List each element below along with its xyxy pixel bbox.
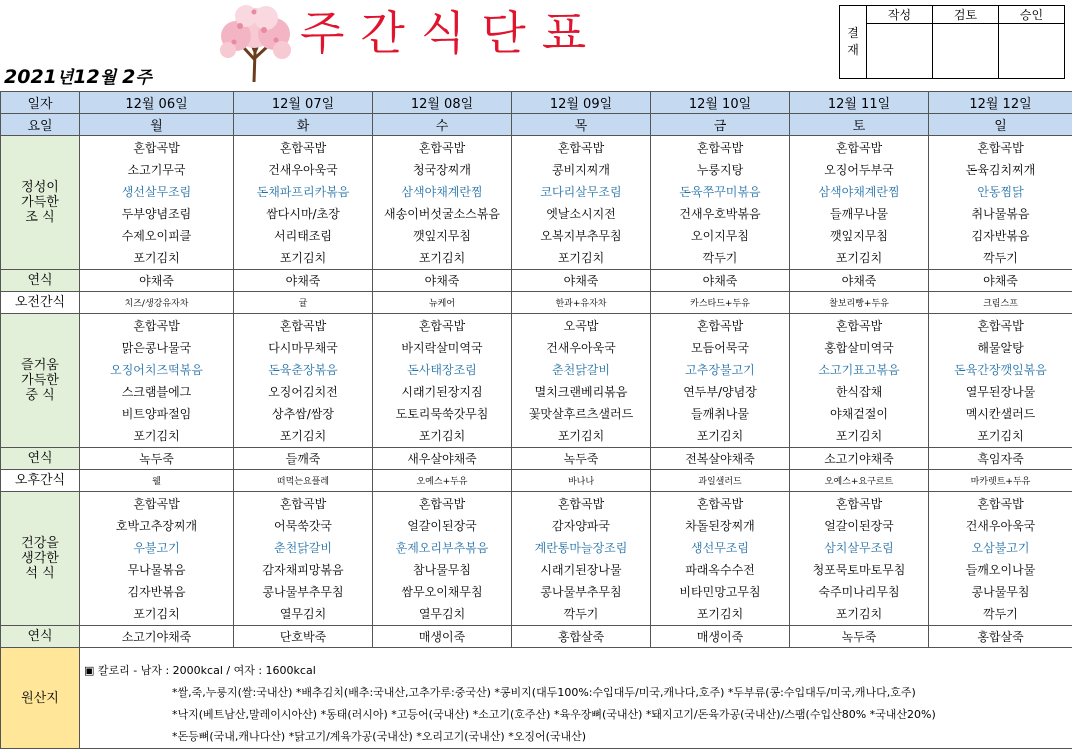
approval-header-approve: 승인: [999, 6, 1065, 24]
menu-item: 혼합곡밥: [790, 315, 928, 337]
menu-item: 포기김치: [373, 425, 511, 447]
snack-item: 웰: [80, 470, 234, 492]
week-number: 2: [122, 66, 135, 88]
menu-item: 혼합곡밥: [651, 137, 789, 159]
menu-item: 소고기표고볶음: [790, 359, 928, 381]
menu-item: 들깨취나물: [651, 403, 789, 425]
menu-item: 한식잡채: [790, 381, 928, 403]
menu-item: 열무된장나물: [929, 381, 1072, 403]
menu-item: 포기김치: [929, 425, 1072, 447]
dinner-label-line: 석 식: [1, 566, 79, 581]
menu-item: 감자양파국: [512, 515, 650, 537]
menu-item: 포기김치: [80, 425, 233, 447]
day-cell: 금: [651, 114, 790, 136]
menu-item: 혼합곡밥: [373, 137, 511, 159]
menu-item: 돈채파프리카볶음: [234, 181, 372, 203]
menu-item: 비타민망고무침: [651, 581, 789, 603]
menu-item: 건새우호박볶음: [651, 203, 789, 225]
menu-item: 파래옥수수전: [651, 559, 789, 581]
menu-item: 혼합곡밥: [790, 493, 928, 515]
menu-item: 상추쌈/쌈장: [234, 403, 372, 425]
soft-diet-item: 녹두죽: [512, 448, 651, 470]
lunch-label-line: 가득한: [1, 373, 79, 388]
menu-item: 두부양념조림: [80, 203, 233, 225]
menu-item: 건새우아욱국: [512, 337, 650, 359]
menu-item: 콩나물무침: [929, 581, 1072, 603]
soft-diet-item: 흑임자죽: [929, 448, 1072, 470]
menu-item: 새송이버섯굴소스볶음: [373, 203, 511, 225]
morning-snack-label: 오전간식: [1, 292, 80, 314]
menu-item: 혼합곡밥: [80, 137, 233, 159]
dinner-day-cell: [512, 492, 651, 626]
snack-item: 떠먹는요플레: [234, 470, 373, 492]
approval-box: [839, 5, 1065, 79]
menu-item: 포기김치: [651, 603, 789, 625]
menu-item: 포기김치: [234, 425, 372, 447]
menu-item: 생선무조림: [651, 537, 789, 559]
menu-item: 연두부/양념장: [651, 381, 789, 403]
menu-item: 바지락살미역국: [373, 337, 511, 359]
menu-item: 코다리살무조림: [512, 181, 650, 203]
menu-item: 혼합곡밥: [512, 137, 650, 159]
menu-item: 혼합곡밥: [929, 137, 1072, 159]
lunch-day-cell: [651, 314, 790, 448]
menu-item: 서리태조림: [234, 225, 372, 247]
menu-item: 어묵쑥갓국: [234, 515, 372, 537]
menu-item: 포기김치: [790, 425, 928, 447]
soft-diet-item: 홍합살죽: [929, 626, 1072, 648]
menu-item: 도토리묵쑥갓무침: [373, 403, 511, 425]
menu-item: 우불고기: [80, 537, 233, 559]
menu-item: 혼합곡밥: [80, 315, 233, 337]
menu-item: 포기김치: [80, 247, 233, 269]
soft-diet-item: 새우살야채죽: [373, 448, 512, 470]
menu-item: 혼합곡밥: [234, 493, 372, 515]
menu-item: 맑은콩나물국: [80, 337, 233, 359]
menu-item: 다시마무채국: [234, 337, 372, 359]
breakfast-day-cell: [373, 136, 512, 270]
menu-item: 호박고추장찌개: [80, 515, 233, 537]
menu-item: 혼합곡밥: [651, 315, 789, 337]
origin-line: ▣ 칼로리 - 남자 : 2000kcal / 여자 : 1600kcal: [84, 660, 1072, 682]
day-cell: 일: [929, 114, 1072, 136]
soft-diet-item: 녹두죽: [80, 448, 234, 470]
day-cell: 토: [790, 114, 929, 136]
menu-item: 혼합곡밥: [234, 315, 372, 337]
menu-item: 깍두기: [929, 247, 1072, 269]
soft-diet-item: 소고기야채죽: [790, 448, 929, 470]
menu-item: 취나물볶음: [929, 203, 1072, 225]
soft-diet-item: 전복살야채죽: [651, 448, 790, 470]
week-month: 12: [73, 66, 99, 88]
menu-item: 오곡밥: [512, 315, 650, 337]
menu-item: 깍두기: [929, 603, 1072, 625]
week-year: 2021: [4, 66, 57, 88]
soft-diet-item: 단호박죽: [234, 626, 373, 648]
menu-item: 삼치살무조림: [790, 537, 928, 559]
menu-item: 엣날소시지전: [512, 203, 650, 225]
menu-item: 혼합곡밥: [929, 315, 1072, 337]
menu-item: 생선살무조림: [80, 181, 233, 203]
menu-item: 포기김치: [80, 603, 233, 625]
menu-item: 청국장찌개: [373, 159, 511, 181]
menu-item: 춘천닭갈비: [234, 537, 372, 559]
lunch-day-cell: [80, 314, 234, 448]
menu-item: 김자반볶음: [80, 581, 233, 603]
breakfast-label-line: 정성이: [1, 180, 79, 195]
lunch-day-cell: [790, 314, 929, 448]
menu-item: 깻잎지무침: [790, 225, 928, 247]
date-cell: 12월 11일: [790, 92, 929, 114]
menu-item: 혼합곡밥: [373, 315, 511, 337]
date-header-label: 일자: [1, 92, 80, 114]
date-cell: 12월 06일: [80, 92, 234, 114]
lunch-label: [1, 314, 80, 448]
menu-item: 무나물볶음: [80, 559, 233, 581]
menu-item: 포기김치: [512, 247, 650, 269]
snack-item: 찰보리빵+두유: [790, 292, 929, 314]
menu-item: 시래기된장나물: [512, 559, 650, 581]
soft-diet-item: 야채죽: [80, 270, 234, 292]
dinner-label: [1, 492, 80, 626]
menu-item: 돈사태장조림: [373, 359, 511, 381]
menu-item: 시래기된장지짐: [373, 381, 511, 403]
menu-item: 깻잎지무침: [373, 225, 511, 247]
day-cell: 목: [512, 114, 651, 136]
dinner-day-cell: [790, 492, 929, 626]
breakfast-day-cell: [234, 136, 373, 270]
menu-item: 들깨오이나물: [929, 559, 1072, 581]
origin-line: *돈등뼈(국내,캐나다산) *닭고기/계육가공(국내산) *오리고기(국내산) *오징어(국내산): [84, 726, 1072, 748]
snack-item: 귤: [234, 292, 373, 314]
origin-line: *낙지(베트남산,말레이시아산) *동태(러시아) *고등어(국내산) *소고기(호주산) *육우장뼈(국내산) *돼지고기/돈육가공(국내산)/스팸(수입산80% *국내산20%): [84, 704, 1072, 726]
approval-side-label-1: 결: [847, 26, 859, 40]
menu-item: 혼합곡밥: [651, 493, 789, 515]
breakfast-soft-diet-label: 연식: [1, 270, 80, 292]
menu-item: 오징어치즈떡볶음: [80, 359, 233, 381]
menu-item: 포기김치: [790, 603, 928, 625]
soft-diet-item: 야채죽: [512, 270, 651, 292]
menu-item: 포기김치: [651, 425, 789, 447]
dinner-day-cell: [651, 492, 790, 626]
menu-item: 얼갈이된장국: [790, 515, 928, 537]
menu-item: 춘천닭갈비: [512, 359, 650, 381]
dinner-day-cell: [80, 492, 234, 626]
menu-item: 열무김치: [234, 603, 372, 625]
dinner-label-line: 생각한: [1, 551, 79, 566]
lunch-label-line: 중 식: [1, 388, 79, 403]
menu-item: 혼합곡밥: [512, 493, 650, 515]
snack-item: 치즈/생강유자차: [80, 292, 234, 314]
menu-item: 오이지무침: [651, 225, 789, 247]
title-area: [0, 0, 1072, 92]
soft-diet-item: 녹두죽: [790, 626, 929, 648]
menu-item: 훈제오리부추볶음: [373, 537, 511, 559]
approval-header-review: 검토: [933, 6, 999, 24]
menu-item: 열무김치: [373, 603, 511, 625]
menu-item: 콩비지찌개: [512, 159, 650, 181]
week-label: [4, 66, 152, 89]
menu-item: 돈육간장깻잎볶음: [929, 359, 1072, 381]
breakfast-label-line: 조 식: [1, 210, 79, 225]
lunch-day-cell: [929, 314, 1072, 448]
week-year-suffix: 년: [57, 68, 73, 88]
menu-item: 포기김치: [234, 247, 372, 269]
menu-item: 참나물무침: [373, 559, 511, 581]
soft-diet-item: 야채죽: [373, 270, 512, 292]
dinner-soft-diet-label: 연식: [1, 626, 80, 648]
soft-diet-item: 홍합살죽: [512, 626, 651, 648]
menu-item: 돈육김치찌개: [929, 159, 1072, 181]
soft-diet-item: 야채죽: [651, 270, 790, 292]
date-cell: 12월 09일: [512, 92, 651, 114]
breakfast-day-cell: [651, 136, 790, 270]
snack-item: 오예스+두유: [373, 470, 512, 492]
menu-item: 혼합곡밥: [373, 493, 511, 515]
menu-item: 오징어김치전: [234, 381, 372, 403]
menu-item: 콩나물부추무침: [512, 581, 650, 603]
menu-item: 비트양파절임: [80, 403, 233, 425]
dinner-label-line: 건강을: [1, 536, 79, 551]
menu-item: 들깨무나물: [790, 203, 928, 225]
approval-header-write: 작성: [867, 6, 933, 24]
menu-item: 건새우아욱국: [929, 515, 1072, 537]
menu-item: 꽃맛살후르츠샐러드: [512, 403, 650, 425]
menu-item: 오복지부추무침: [512, 225, 650, 247]
menu-item: 쌈다시마/초장: [234, 203, 372, 225]
menu-item: 쌈무오이채무침: [373, 581, 511, 603]
snack-item: 오예스+요구르트: [790, 470, 929, 492]
page-title: 주간식단표: [300, 2, 602, 64]
date-cell: 12월 10일: [651, 92, 790, 114]
menu-item: 스크램블에그: [80, 381, 233, 403]
menu-item: 혼합곡밥: [80, 493, 233, 515]
soft-diet-item: 매생이죽: [373, 626, 512, 648]
approval-sign-approve[interactable]: [999, 24, 1065, 79]
lunch-label-line: 즐거움: [1, 358, 79, 373]
menu-item: 계란통마늘장조림: [512, 537, 650, 559]
weekly-menu-table: [0, 91, 1072, 749]
menu-item: 돈육춘장볶음: [234, 359, 372, 381]
menu-item: 포기김치: [790, 247, 928, 269]
lunch-day-cell: [512, 314, 651, 448]
menu-item: 건새우아욱국: [234, 159, 372, 181]
snack-item: 과일샐러드: [651, 470, 790, 492]
date-cell: 12월 12일: [929, 92, 1072, 114]
snack-item: 마카렛트+두유: [929, 470, 1072, 492]
snack-item: 크림스프: [929, 292, 1072, 314]
menu-item: 얼갈이된장국: [373, 515, 511, 537]
menu-item: 안동찜닭: [929, 181, 1072, 203]
menu-item: 콩나물부추무침: [234, 581, 372, 603]
day-cell: 월: [80, 114, 234, 136]
menu-item: 오징어두부국: [790, 159, 928, 181]
day-cell: 화: [234, 114, 373, 136]
menu-item: 혼합곡밥: [234, 137, 372, 159]
dinner-day-cell: [373, 492, 512, 626]
lunch-day-cell: [373, 314, 512, 448]
menu-item: 소고기무국: [80, 159, 233, 181]
origin-line: *쌀,죽,누룽지(쌀:국내산) *배추김치(배추:국내산,고추가루:중국산) *콩비지(대두100%:수입대두/미국,캐나다,호주) *두부류(콩:수입대두/미국,캐나다,호주): [84, 682, 1072, 704]
menu-item: 깍두기: [512, 603, 650, 625]
menu-item: 혼합곡밥: [929, 493, 1072, 515]
menu-item: 멕시칸샐러드: [929, 403, 1072, 425]
menu-item: 누룽지탕: [651, 159, 789, 181]
origin-info: [80, 648, 1072, 749]
menu-item: 모듬어묵국: [651, 337, 789, 359]
snack-item: 카스타드+두유: [651, 292, 790, 314]
menu-item: 깍두기: [651, 247, 789, 269]
soft-diet-item: 소고기야채죽: [80, 626, 234, 648]
menu-item: 야채겉절이: [790, 403, 928, 425]
soft-diet-item: 야채죽: [929, 270, 1072, 292]
breakfast-day-cell: [512, 136, 651, 270]
soft-diet-item: 들깨죽: [234, 448, 373, 470]
menu-item: 포기김치: [373, 247, 511, 269]
menu-item: 고추장불고기: [651, 359, 789, 381]
menu-item: 숙주미나리무침: [790, 581, 928, 603]
day-header-label: 요일: [1, 114, 80, 136]
soft-diet-item: 야채죽: [790, 270, 929, 292]
breakfast-day-cell: [929, 136, 1072, 270]
lunch-day-cell: [234, 314, 373, 448]
breakfast-day-cell: [790, 136, 929, 270]
approval-side-label-2: 재: [847, 43, 859, 57]
breakfast-label-line: 가득한: [1, 195, 79, 210]
snack-item: 한과+유자차: [512, 292, 651, 314]
menu-item: 돈육쭈꾸미볶음: [651, 181, 789, 203]
menu-item: 김자반볶음: [929, 225, 1072, 247]
approval-sign-review[interactable]: [933, 24, 999, 79]
date-cell: 12월 07일: [234, 92, 373, 114]
snack-item: 뉴케어: [373, 292, 512, 314]
menu-item: 해물알탕: [929, 337, 1072, 359]
menu-item: 멸치크랜베리볶음: [512, 381, 650, 403]
dinner-day-cell: [234, 492, 373, 626]
menu-item: 혼합곡밥: [790, 137, 928, 159]
menu-item: 포기김치: [512, 425, 650, 447]
origin-label: 원산지: [1, 648, 80, 749]
approval-side-label: [840, 6, 867, 79]
soft-diet-item: 야채죽: [234, 270, 373, 292]
afternoon-snack-label: 오후간식: [1, 470, 80, 492]
menu-item: 오삼불고기: [929, 537, 1072, 559]
breakfast-day-cell: [80, 136, 234, 270]
date-cell: 12월 08일: [373, 92, 512, 114]
menu-item: 홍합살미역국: [790, 337, 928, 359]
day-cell: 수: [373, 114, 512, 136]
cherry-blossom-tree-icon: [214, 4, 296, 82]
menu-item: 차돌된장찌개: [651, 515, 789, 537]
menu-item: 수제오이피클: [80, 225, 233, 247]
breakfast-label: [1, 136, 80, 270]
menu-item: 감자채피망볶음: [234, 559, 372, 581]
menu-item: 삼색야채계란찜: [790, 181, 928, 203]
menu-item: 청포묵토마토무침: [790, 559, 928, 581]
dinner-day-cell: [929, 492, 1072, 626]
snack-item: 바나나: [512, 470, 651, 492]
menu-item: 삼색야채계란찜: [373, 181, 511, 203]
week-number-suffix: 주: [135, 68, 151, 88]
approval-sign-write[interactable]: [867, 24, 933, 79]
week-month-suffix: 월: [100, 68, 116, 88]
lunch-soft-diet-label: 연식: [1, 448, 80, 470]
soft-diet-item: 매생이죽: [651, 626, 790, 648]
